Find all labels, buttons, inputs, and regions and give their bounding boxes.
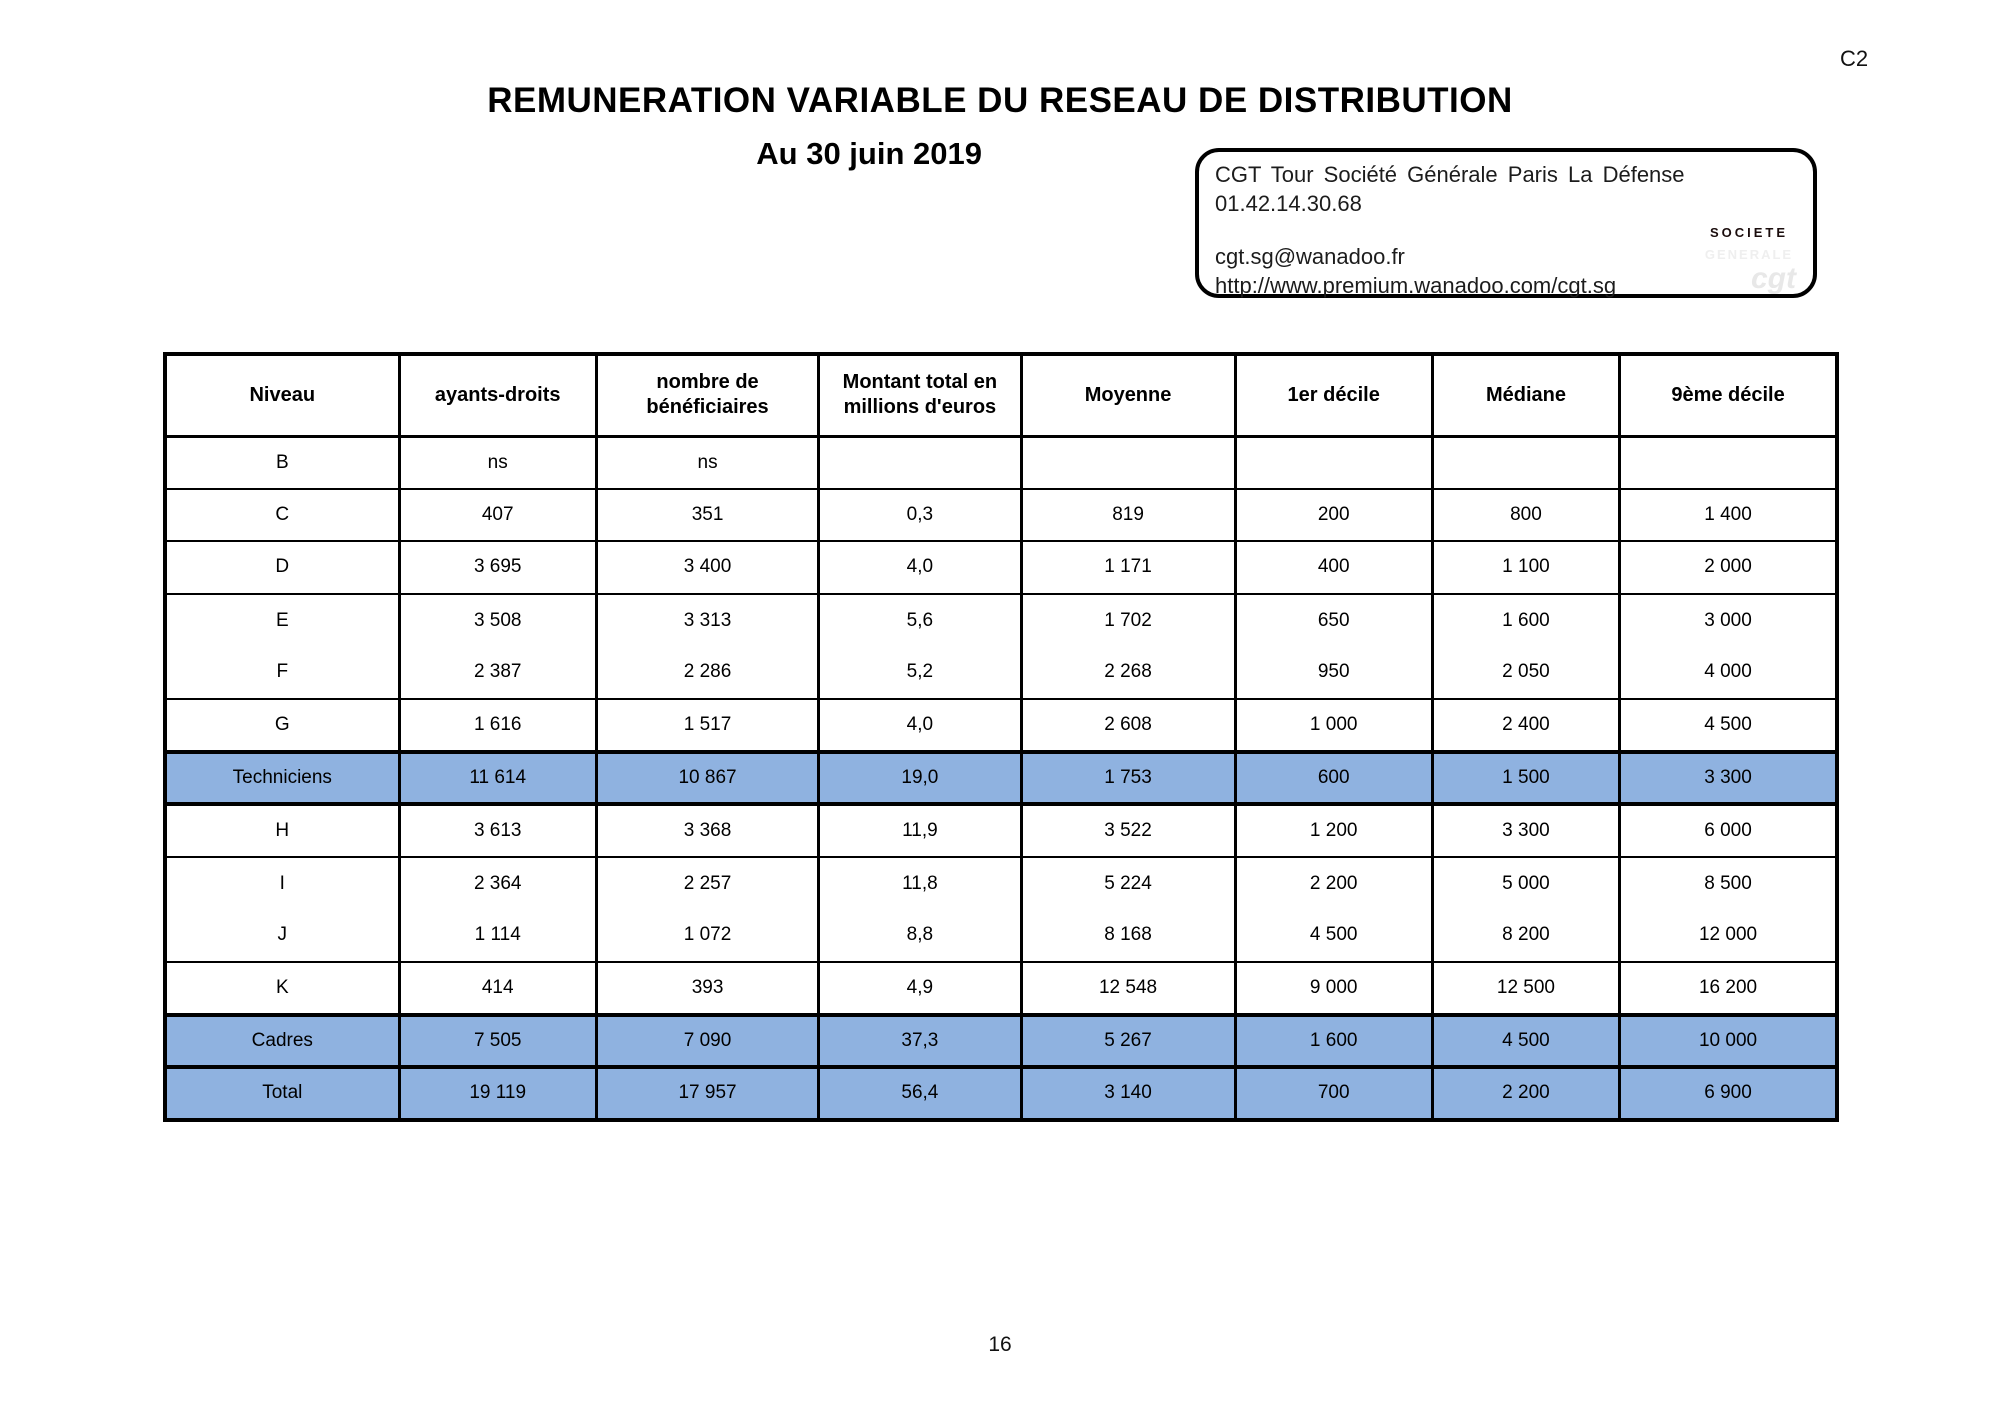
value-cell: 414: [399, 962, 596, 1015]
contact-website: http://www.premium.wanadoo.com/cgt.sg: [1215, 273, 1617, 298]
value-cell: 950: [1235, 646, 1432, 699]
table-row: [165, 804, 1837, 857]
value-cell: 17 957: [596, 1067, 818, 1120]
value-cell: 1 000: [1235, 699, 1432, 752]
value-cell: 3 300: [1432, 804, 1619, 857]
column-header: Médiane: [1432, 354, 1619, 436]
table-row: [165, 1067, 1837, 1120]
value-cell: 3 000: [1620, 594, 1837, 647]
value-cell: 600: [1235, 752, 1432, 805]
value-cell: 3 522: [1021, 804, 1235, 857]
value-cell: 2 608: [1021, 699, 1235, 752]
table-header-row: [165, 354, 1837, 436]
column-header: ayants-droits: [399, 354, 596, 436]
niveau-cell: K: [165, 962, 399, 1015]
contact-address: CGT Tour Société Générale Paris La Défense: [1215, 162, 1685, 187]
value-cell: 1 072: [596, 909, 818, 962]
column-header: Montant total en millions d'euros: [819, 354, 1021, 436]
value-cell: 351: [596, 489, 818, 542]
page-title: REMUNERATION VARIABLE DU RESEAU DE DISTRIBUTION: [487, 81, 1513, 121]
value-cell: 4,9: [819, 962, 1021, 1015]
value-cell: 200: [1235, 489, 1432, 542]
value-cell: 2 387: [399, 646, 596, 699]
value-cell: [1021, 436, 1235, 489]
value-cell: 56,4: [819, 1067, 1021, 1120]
value-cell: 3 400: [596, 541, 818, 594]
value-cell: 2 257: [596, 857, 818, 910]
niveau-cell: Total: [165, 1067, 399, 1120]
value-cell: 11,8: [819, 857, 1021, 910]
value-cell: 16 200: [1620, 962, 1837, 1015]
value-cell: 3 300: [1620, 752, 1837, 805]
contact-box: [1195, 148, 1817, 298]
value-cell: 1 702: [1021, 594, 1235, 647]
value-cell: 2 400: [1432, 699, 1619, 752]
niveau-cell: F: [165, 646, 399, 699]
table-row: [165, 541, 1837, 594]
value-cell: 4 500: [1235, 909, 1432, 962]
value-cell: 2 200: [1432, 1067, 1619, 1120]
value-cell: 10 000: [1620, 1015, 1837, 1068]
niveau-cell: B: [165, 436, 399, 489]
table-row: [165, 489, 1837, 542]
niveau-cell: D: [165, 541, 399, 594]
value-cell: 4,0: [819, 699, 1021, 752]
value-cell: 819: [1021, 489, 1235, 542]
classification-label: C2: [1840, 46, 1869, 71]
value-cell: [1620, 436, 1837, 489]
logo-brand-top-label: SOCIETE: [1709, 225, 1789, 240]
column-header: 9ème décile: [1620, 354, 1837, 436]
value-cell: 1 200: [1235, 804, 1432, 857]
niveau-cell: C: [165, 489, 399, 542]
column-header: nombre de bénéficiaires: [596, 354, 818, 436]
value-cell: 5 000: [1432, 857, 1619, 910]
value-cell: 2 200: [1235, 857, 1432, 910]
value-cell: 12 548: [1021, 962, 1235, 1015]
value-cell: 1 753: [1021, 752, 1235, 805]
page-subtitle: Au 30 juin 2019: [756, 136, 982, 171]
niveau-cell: H: [165, 804, 399, 857]
value-cell: 400: [1235, 541, 1432, 594]
value-cell: ns: [399, 436, 596, 489]
table-row: [165, 436, 1837, 489]
value-cell: 3 613: [399, 804, 596, 857]
table-row: [165, 594, 1837, 647]
value-cell: 2 050: [1432, 646, 1619, 699]
value-cell: [1432, 436, 1619, 489]
niveau-cell: I: [165, 857, 399, 910]
value-cell: 8 168: [1021, 909, 1235, 962]
value-cell: 3 368: [596, 804, 818, 857]
societe-generale-cgt-logo: [1697, 188, 1801, 294]
value-cell: 1 114: [399, 909, 596, 962]
value-cell: 1 500: [1432, 752, 1619, 805]
table-row: [165, 752, 1837, 805]
value-cell: 5,2: [819, 646, 1021, 699]
column-header: 1er décile: [1235, 354, 1432, 436]
contact-email: cgt.sg@wanadoo.fr: [1215, 244, 1405, 269]
value-cell: 0,3: [819, 489, 1021, 542]
value-cell: 1 517: [596, 699, 818, 752]
value-cell: 407: [399, 489, 596, 542]
value-cell: 2 268: [1021, 646, 1235, 699]
value-cell: 2 364: [399, 857, 596, 910]
value-cell: 1 100: [1432, 541, 1619, 594]
value-cell: 1 616: [399, 699, 596, 752]
value-cell: 8,8: [819, 909, 1021, 962]
niveau-cell: Cadres: [165, 1015, 399, 1068]
value-cell: 3 140: [1021, 1067, 1235, 1120]
value-cell: 5,6: [819, 594, 1021, 647]
value-cell: [1235, 436, 1432, 489]
logo-brand-bottom-label: GENERALE: [1704, 247, 1794, 262]
value-cell: 800: [1432, 489, 1619, 542]
value-cell: 3 695: [399, 541, 596, 594]
table-row: [165, 962, 1837, 1015]
table-header: [165, 354, 1837, 436]
value-cell: 5 267: [1021, 1015, 1235, 1068]
value-cell: 1 600: [1432, 594, 1619, 647]
value-cell: [819, 436, 1021, 489]
value-cell: 19 119: [399, 1067, 596, 1120]
value-cell: 7 505: [399, 1015, 596, 1068]
value-cell: 12 000: [1620, 909, 1837, 962]
value-cell: 8 200: [1432, 909, 1619, 962]
value-cell: 3 313: [596, 594, 818, 647]
niveau-cell: Techniciens: [165, 752, 399, 805]
column-header: Moyenne: [1021, 354, 1235, 436]
value-cell: 4 000: [1620, 646, 1837, 699]
value-cell: 1 400: [1620, 489, 1837, 542]
value-cell: 2 000: [1620, 541, 1837, 594]
value-cell: 19,0: [819, 752, 1021, 805]
value-cell: 2 286: [596, 646, 818, 699]
value-cell: 10 867: [596, 752, 818, 805]
logo-cgt-label: cgt: [1751, 262, 1796, 294]
remuneration-table: [163, 352, 1839, 1122]
niveau-cell: G: [165, 699, 399, 752]
value-cell: 7 090: [596, 1015, 818, 1068]
value-cell: 4,0: [819, 541, 1021, 594]
value-cell: 8 500: [1620, 857, 1837, 910]
column-header: Niveau: [165, 354, 399, 436]
value-cell: 3 508: [399, 594, 596, 647]
value-cell: 5 224: [1021, 857, 1235, 910]
logo-red-block: [1697, 188, 1801, 240]
table-row: [165, 909, 1837, 962]
niveau-cell: E: [165, 594, 399, 647]
value-cell: 1 600: [1235, 1015, 1432, 1068]
contact-phone: 01.42.14.30.68: [1215, 191, 1362, 216]
value-cell: 6 900: [1620, 1067, 1837, 1120]
remuneration-table-container: [163, 352, 1839, 1122]
table-row: [165, 1015, 1837, 1068]
table-row: [165, 857, 1837, 910]
value-cell: 650: [1235, 594, 1432, 647]
value-cell: 9 000: [1235, 962, 1432, 1015]
page-number: 16: [988, 1333, 1012, 1356]
table-body: [165, 436, 1837, 1120]
table-row: [165, 699, 1837, 752]
value-cell: 11 614: [399, 752, 596, 805]
niveau-cell: J: [165, 909, 399, 962]
value-cell: 4 500: [1432, 1015, 1619, 1068]
value-cell: 700: [1235, 1067, 1432, 1120]
value-cell: 37,3: [819, 1015, 1021, 1068]
logo-black-block: [1697, 246, 1801, 294]
value-cell: 393: [596, 962, 818, 1015]
value-cell: 11,9: [819, 804, 1021, 857]
value-cell: 6 000: [1620, 804, 1837, 857]
value-cell: 4 500: [1620, 699, 1837, 752]
value-cell: 1 171: [1021, 541, 1235, 594]
value-cell: 12 500: [1432, 962, 1619, 1015]
table-row: [165, 646, 1837, 699]
value-cell: ns: [596, 436, 818, 489]
